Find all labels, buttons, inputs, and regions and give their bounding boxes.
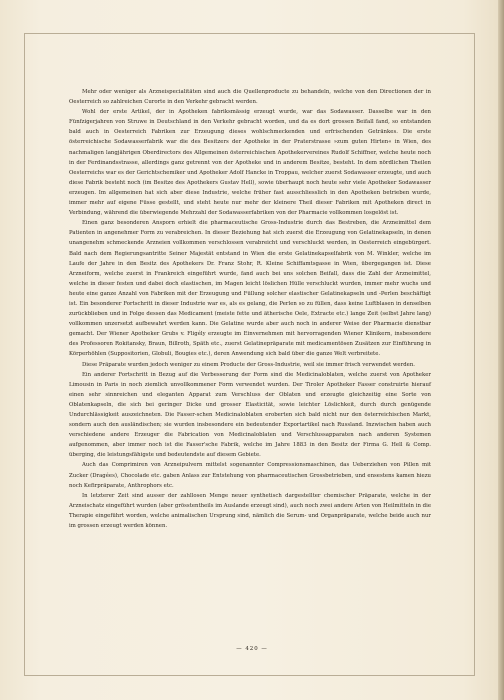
paragraph-6: Auch das Comprimiren von Arzneipulvern mittelst sogenannter Compressionsmaschinen, das Ueberziehen von Pillen mit Zucker (Dragées), Chocolade etc. gaben Anlass zur Entstehung von pharmaceutischen Grossbetrieben, und ensestens kamen hiezu noch Kefirpräparate, Anthrophors etc. bbox=[69, 462, 431, 489]
paragraph-5: Ein anderer Fortschritt in Bezug auf die Verbesserung der Form sind die Medicinaloblaten, welche zuerst von Apotheker Limousin in Paris in noch ziemlich unvollkommener Form verwendet wurden. Der Tiroler Apotheker Fasser construirte hierauf einen sehr sinnreichen und eleganten Apparat zum Verschluss der Oblaten und erzeugte gleichzeitig eine Sorte von Oblatenkapseln, die sich bei geringer Dicke und grosser Elasticität, sowie leichter Löslichkeit, durch durch genügende Undurchlässigkeit auszeichneten. Die Fasser-schen Medicinaloblaten eroberten sich bald nicht nur den österreichischen Markt, sondern auch den ausländischen; sie wurden insbesondere ein bedeutender Exportartikel nach Russland. Inzwischen haben auch verschiedene andere Erzeuger die Fabrication von Medicinaloblaten und Verschlussapparaten nach anderen Systemen aufgenommen, aber immer noch ist die Fasser'sche Fabrik, welche im Jahre 1883 in den Besitz der Firma G. Hell & Comp. überging, die leistungsfähigste und bedeutendste auf diesem Gebiete. bbox=[69, 371, 431, 459]
paragraph-2: Wohl der erste Artikel, der in Apotheken fabriksmässig erzeugt wurde, war das Sodawasser. Dasselbe war in den Fünfzigerjahren von Struwe in Deutschland in den Verkehr gebracht worden, und da es dort grossen Beifall fand, so entstanden bald auch in Oesterreich Fabriken zur Erzeugung dieses wohlschmeckenden und erfrischenden Getränkes. Die erste österreichische Sodawasserfabrik war die des Besitzers der Apotheke in der Praterstrasse »zum guten Hirten« in Wien, des nachmaligen langjährigen Oberdirectors des Allgemeinen österreichischen Apothekervereines Rudolf Schiffner, welche heute noch in der Ferdinandsstrasse, allerdings ganz getrennt von der Apotheke und in anderem Besitze, besteht. In dem nördlichen Theilen Oesterreichs war es der Gerichtschemiker und Apotheker Adolf Hancke in Troppau, welcher zuerst Sodawasser erzeugte, und auch diese Fabrik besteht noch (im Besitze des Apothekers Gustav Hell), sowie überhaupt noch heute sehr viele Apotheker Sodawasser erzeugen. Im allgemeinen hat sich aber diese Industrie, welche früher fast ausschliesslich in den Apotheken betrieben wurde, immer mehr auf eigene Füsse gestellt, und steht heute nur mehr der kleinere Theil dieser Fabriken mit Apotheken direct in Verbindung, während die überwiegende Mehrzahl der Sodawasserfabriken von der Pharmacie vollkommen losgelöst ist. bbox=[69, 109, 431, 217]
paragraph-7: In letzterer Zeit sind ausser der zahllosen Menge neuer synthetisch dargestellter chemischer Präparate, welche in der Arzneischatz eingeführt wurden (aber grösstentheils im Auslande erzeugt sind), auch noch zwei andere Arten von Heilmitteln in die Therapie eingeführt worden, welche animalischen Ursprung sind, nämlich die Serum- und Organpräparate, welche beide auch nur im grossen erzeugt werden können. bbox=[69, 492, 431, 530]
paragraph-1: Mehr oder weniger als Arzneispecialitäten sind auch die Quellenproducte zu behandeln, welche von den Directionen der in Oesterreich so zahlreichen Curorte in den Verkehr gebracht werden. bbox=[69, 89, 431, 106]
body-text bbox=[69, 87, 431, 531]
paragraph-4: Diese Präparate wurden jedoch weniger zu einem Producte der Gross-Industrie, weil sie immer frisch verwendet werden. bbox=[82, 361, 415, 368]
paragraph-3: Einen ganz besonderen Ansporn erhielt die pharmaceutische Gross-Industrie durch das Bestreben, die Arzneimittel dem Patienten in angenehmer Form zu verabreichen. In dieser Beziehung hat sich zuerst die Erzeugung von Gelatinekapseln, in denen unangenehm schmeckende Arzneien vollkommen verschlossen verabreicht und verschluckt werden, in Oesterreich eingebürgert. Bald nach dem Regierungsantritte Seiner Majestät entstand in Wien die erste Gelatinekapselfabrik von M. Winkler, welche im Laufe der Jahre in den Besitz des Apothekers Dr. Franz Stohr, R. Kleine Schiffamtsgasse in Wien, übergegangen ist. Diese Arzneiform, welche zuerst in Frankreich eingeführt wurde, fand auch bei uns solchen Beifall, dass die Zahl der Arzneimittel, welche in dieser festen und dabei doch elastischen, im Magen leicht löslichen Hülle verschluckt wurden, immer mehr wuchs und heute eine ganze Anzahl von Fabriken mit der Erzeugung und Füllung solcher elastischer Gelatinekapseln und -Perlen beschäftigt ist. Ein besonderer Fortschritt in dieser Industrie war es, als es gelang, die Perlen so zu füllen, dass keine Luftblasen in denselben zurückblieben und in Folge dessen das Medicament (meiste fette und ätherische Oele, Extracte etc.) lange Zeit (selbst Jahre lang) vollkommen unzersetzt aufbewahrt werden kann. Die Gelatine wurde aber auch noch in anderer Weise der Pharmacie dienstbar gemacht. Der Wiener Apotheker Grubs v. Fligély erzeugte im Einvernehmen mit hervorragenden Wiener Klinikern, insbesondere des Professoren Rokitansky, Braun, Billroth, Späth etc., zuerst Gelatinepräparate mit medicamentösen Zusätzen zur Einführung in Körperhöhlen (Suppositorien, Globuli, Bougies etc.), deren Anwendung sich bald über die ganze Welt verbreitete. bbox=[69, 220, 431, 358]
book-spine-edge bbox=[498, 0, 504, 700]
page-number: — 420 — bbox=[236, 646, 268, 652]
